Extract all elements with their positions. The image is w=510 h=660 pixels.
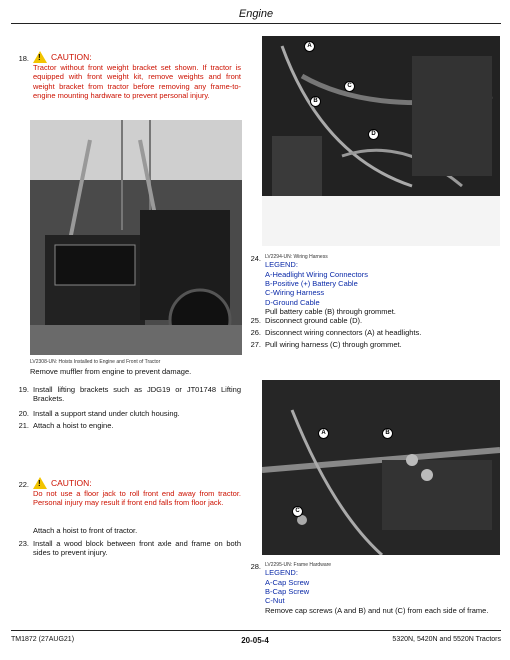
legend-item: A-Cap Screw [265, 577, 310, 587]
step-21 [11, 421, 241, 433]
callout-a: A [304, 41, 315, 52]
footer-models: 5320N, 5420N and 5520N Tractors [392, 636, 501, 643]
step-24 [243, 254, 501, 317]
callout-b: B [310, 96, 321, 107]
step-number: 27. [250, 340, 261, 349]
footer-page-number: 20-05-4 [241, 636, 269, 645]
footer-manual-id: TM1872 (27AUG21) [11, 636, 75, 643]
caution-heading [33, 51, 241, 63]
footer-rule [11, 630, 501, 631]
step-number: 26. [250, 328, 261, 337]
step-25 [243, 316, 501, 328]
step-text: Attach a hoist to engine. [33, 421, 114, 430]
legend-item: A-Headlight Wiring Connectors [265, 269, 368, 279]
step-text: Disconnect ground cable (D). [265, 316, 363, 325]
photo-note: Remove muffler from engine to prevent damage. [30, 367, 192, 376]
step-19 [11, 385, 241, 407]
step-20 [11, 409, 241, 421]
callout-c: C [292, 506, 303, 517]
legend-item: C-Wiring Harness [265, 288, 325, 298]
photo-caption: LV2294-UN: Wiring Harness [265, 254, 328, 260]
caution-heading [33, 477, 241, 489]
step-number: 23. [18, 539, 29, 548]
step-18 [11, 51, 241, 116]
caution-text: Do not use a floor jack to roll front end away from tractor. Personal injury may result if front end falls from floor jack. [33, 489, 241, 508]
legend-item: D-Ground Cable [265, 297, 320, 307]
header-rule [11, 23, 501, 24]
step-number: 20. [18, 409, 29, 418]
page-header-title: Engine [238, 8, 274, 20]
callout-c: C [344, 81, 355, 92]
photo-caption: LV2308-UN: Hoists Installed to Engine and Front of Tractor [30, 359, 161, 365]
photo-caption: LV2295-UN: Frame Hardware [265, 562, 332, 568]
legend-title: LEGEND: [265, 260, 298, 270]
caution-label: CAUTION: [51, 51, 92, 62]
step-number: 22. [18, 480, 29, 489]
callout-b: B [382, 428, 393, 439]
step-number: 21. [18, 421, 29, 430]
step-27 [243, 340, 501, 352]
step-number: 19. [18, 385, 29, 394]
step-text: Pull wiring harness (C) through grommet. [265, 340, 402, 349]
step-text: Disconnect wiring connectors (A) at headlights. [265, 328, 422, 337]
step-text: Install a support stand under clutch housing. [33, 409, 180, 418]
step-26 [243, 328, 501, 340]
warning-triangle-icon: ! [33, 51, 47, 63]
legend-item: B-Positive (+) Battery Cable [265, 279, 358, 288]
step-number: 25. [250, 316, 261, 325]
wiring-harness-photo [262, 36, 500, 246]
step-text: Remove cap screws (A and B) and nut (C) from each side of frame. [265, 605, 489, 615]
caution-label: CAUTION: [51, 477, 92, 488]
step-number: 18. [18, 54, 29, 63]
callout-d: D [368, 129, 379, 140]
step-number: 28. [250, 562, 261, 571]
step-23 [11, 539, 241, 561]
step-28 [243, 562, 501, 622]
step-text: Pull battery cable (B) through grommet. [265, 307, 396, 317]
legend-item: C-Nut [265, 596, 285, 606]
tractor-hoist-photo [30, 120, 242, 355]
step-22 [11, 477, 241, 520]
legend-item: B-Cap Screw [265, 587, 310, 596]
attach-hoist-note: Attach a hoist to front of tractor. [33, 526, 138, 535]
step-text: Install lifting brackets such as JDG19 or JT01748 Lifting Brackets. [33, 385, 241, 404]
callout-a: A [318, 428, 329, 439]
legend-title: LEGEND: [265, 568, 298, 578]
step-text: Install a wood block between front axle and frame on both sides to prevent injury. [33, 539, 241, 558]
frame-hardware-photo [262, 380, 500, 555]
caution-text: Tractor without front weight bracket set shown. If tractor is equipped with front weight kit, remove weights and front weight bracket from tractor before removing any frame-to-engine mounting hardware to prevent personal injury. [33, 63, 241, 101]
warning-triangle-icon: ! [33, 477, 47, 489]
step-number: 24. [250, 254, 261, 263]
